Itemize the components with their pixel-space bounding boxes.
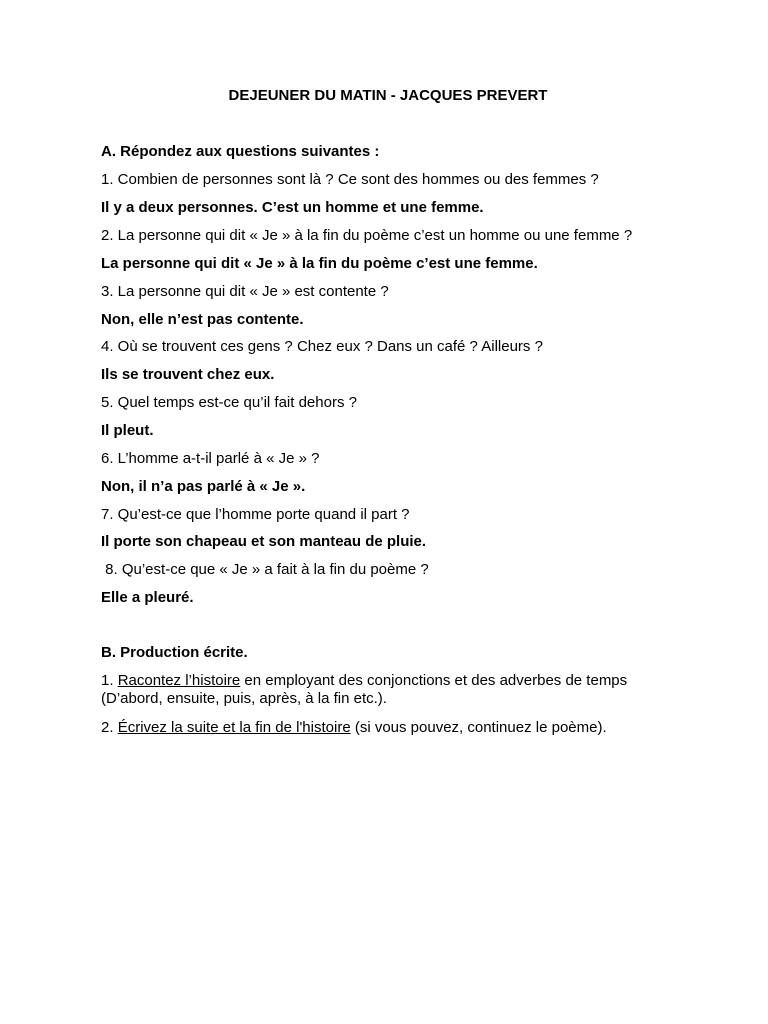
task-1-underlined: Racontez l’histoire	[117, 672, 241, 689]
writing-task-2	[101, 719, 661, 737]
task-1-rest: en employant des conjonctions et des adverbes de temps (D’abord, ensuite, puis, après, à la fin etc.).	[101, 672, 628, 707]
question-5: 5. Quel temps est-ce qu’il fait dehors ?	[101, 394, 357, 411]
task-1-number: 1.	[101, 672, 118, 689]
writing-task-1	[101, 672, 661, 708]
answer-1: Il y a deux personnes. C’est un homme et une femme.	[101, 199, 484, 216]
question-8: 8. Qu’est-ce que « Je » a fait à la fin du poème ?	[101, 561, 429, 578]
question-1: 1. Combien de personnes sont là ? Ce sont des hommes ou des femmes ?	[101, 171, 599, 188]
question-2: 2. La personne qui dit « Je » à la fin du poème c’est un homme ou une femme ?	[101, 227, 633, 244]
section-b-heading: B. Production écrite.	[101, 644, 248, 661]
answer-4: Ils se trouvent chez eux.	[101, 366, 275, 383]
answer-2: La personne qui dit « Je » à la fin du poème c’est une femme.	[101, 255, 538, 272]
section-a-heading: A. Répondez aux questions suivantes :	[101, 143, 380, 160]
task-2-number: 2.	[101, 719, 118, 736]
answer-5: Il pleut.	[101, 422, 154, 439]
answer-6: Non, il n’a pas parlé à « Je ».	[101, 478, 306, 495]
task-2-underlined: Écrivez la suite et la fin de l'histoire	[117, 719, 351, 736]
answer-7: Il porte son chapeau et son manteau de pluie.	[101, 533, 427, 550]
question-6: 6. L’homme a-t-il parlé à « Je » ?	[101, 450, 320, 467]
task-2-rest: (si vous pouvez, continuez le poème).	[350, 719, 607, 736]
question-4: 4. Où se trouvent ces gens ? Chez eux ? Dans un café ? Ailleurs ?	[101, 338, 543, 355]
document-title: DEJEUNER DU MATIN - JACQUES PREVERT	[228, 87, 548, 104]
question-3: 3. La personne qui dit « Je » est contente ?	[101, 283, 389, 300]
answer-3: Non, elle n’est pas contente.	[101, 311, 304, 328]
answer-8: Elle a pleuré.	[101, 589, 194, 606]
question-7: 7. Qu’est-ce que l’homme porte quand il part ?	[101, 506, 410, 523]
